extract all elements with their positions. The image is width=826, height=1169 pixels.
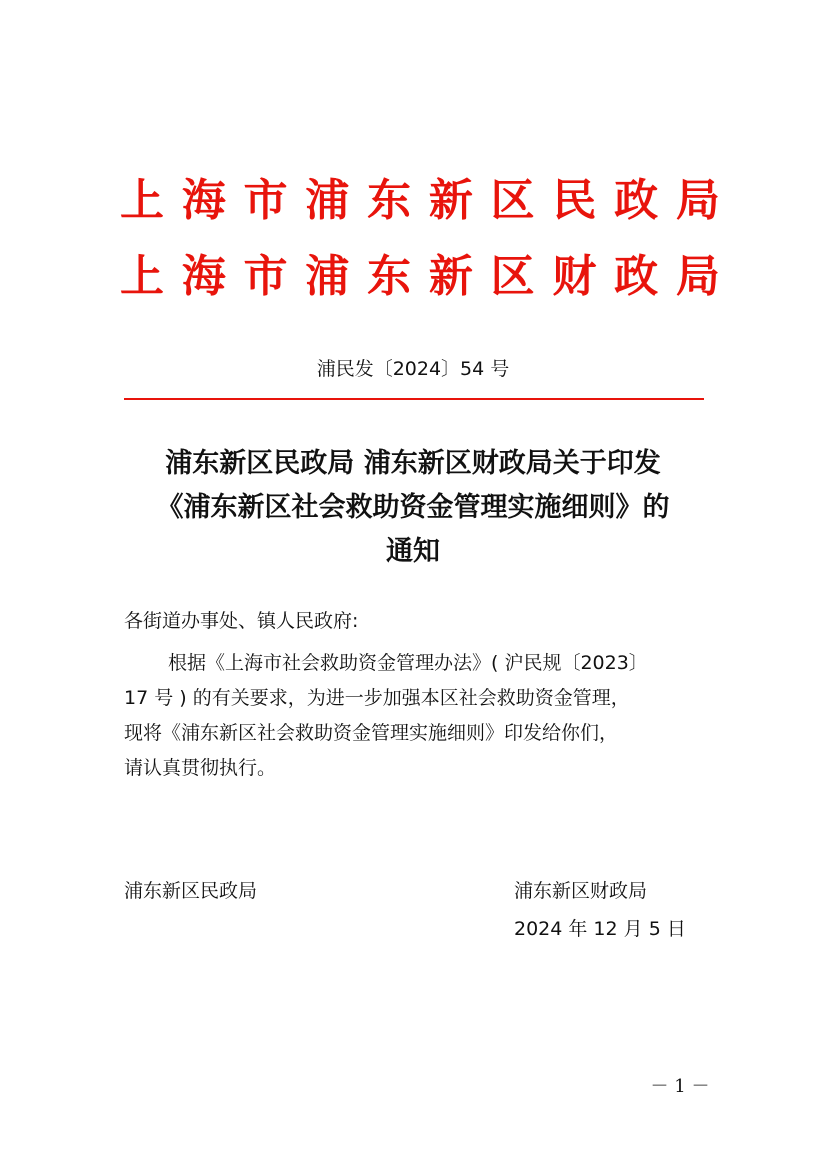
- body-line: 17 号 ) 的有关要求，为进一步加强本区社会救助资金管理，: [124, 687, 630, 709]
- letterhead-char: 区: [490, 175, 535, 226]
- letterhead-char: 财: [552, 251, 597, 302]
- letterhead-char: 浦: [305, 175, 350, 226]
- letterhead-char: 海: [181, 251, 226, 302]
- body-paragraph: [124, 646, 704, 786]
- letterhead-char: 局: [675, 251, 720, 302]
- letterhead-char: 上: [120, 251, 164, 302]
- letterhead-char: 东: [367, 175, 412, 226]
- letterhead-char: 市: [243, 251, 288, 302]
- document-number: 浦民发〔2024〕54 号: [316, 358, 510, 380]
- letterhead-issuer-civil-affairs: [120, 170, 720, 232]
- letterhead-char: 政: [614, 175, 659, 226]
- letterhead-char: 新: [428, 175, 473, 226]
- letterhead-char: 民: [552, 175, 597, 226]
- document-title: [100, 442, 726, 574]
- letterhead-char: 市: [243, 175, 288, 226]
- title-line: 《浦东新区社会救助资金管理实施细则》的: [156, 492, 670, 523]
- letterhead-char: 政: [614, 251, 659, 302]
- page-number: － 1 －: [650, 1076, 710, 1097]
- title-line: 浦东新区民政局 浦东新区财政局关于印发: [165, 448, 661, 479]
- red-divider-line: [124, 398, 704, 400]
- title-line: 通知: [386, 536, 440, 567]
- body-line: 现将《浦东新区社会救助资金管理实施细则》印发给你们，: [124, 722, 619, 744]
- letterhead-issuer-finance: [120, 246, 720, 308]
- signature-date: 2024 年 12 月 5 日: [514, 918, 686, 940]
- signature-civil-affairs: 浦东新区民政局: [124, 880, 258, 902]
- letterhead-char: 上: [120, 175, 164, 226]
- body-line: 请认真贯彻执行。: [124, 757, 277, 779]
- letterhead-char: 局: [675, 175, 720, 226]
- letterhead-char: 新: [428, 251, 473, 302]
- letterhead-char: 区: [490, 251, 535, 302]
- body-line: 根据《上海市社会救助资金管理办法》( 沪民规〔2023〕: [168, 652, 648, 674]
- addressee: 各街道办事处、镇人民政府:: [124, 610, 359, 632]
- signature-finance: 浦东新区财政局: [514, 880, 648, 902]
- letterhead-char: 东: [367, 251, 412, 302]
- letterhead-char: 浦: [305, 251, 350, 302]
- letterhead-char: 海: [181, 175, 226, 226]
